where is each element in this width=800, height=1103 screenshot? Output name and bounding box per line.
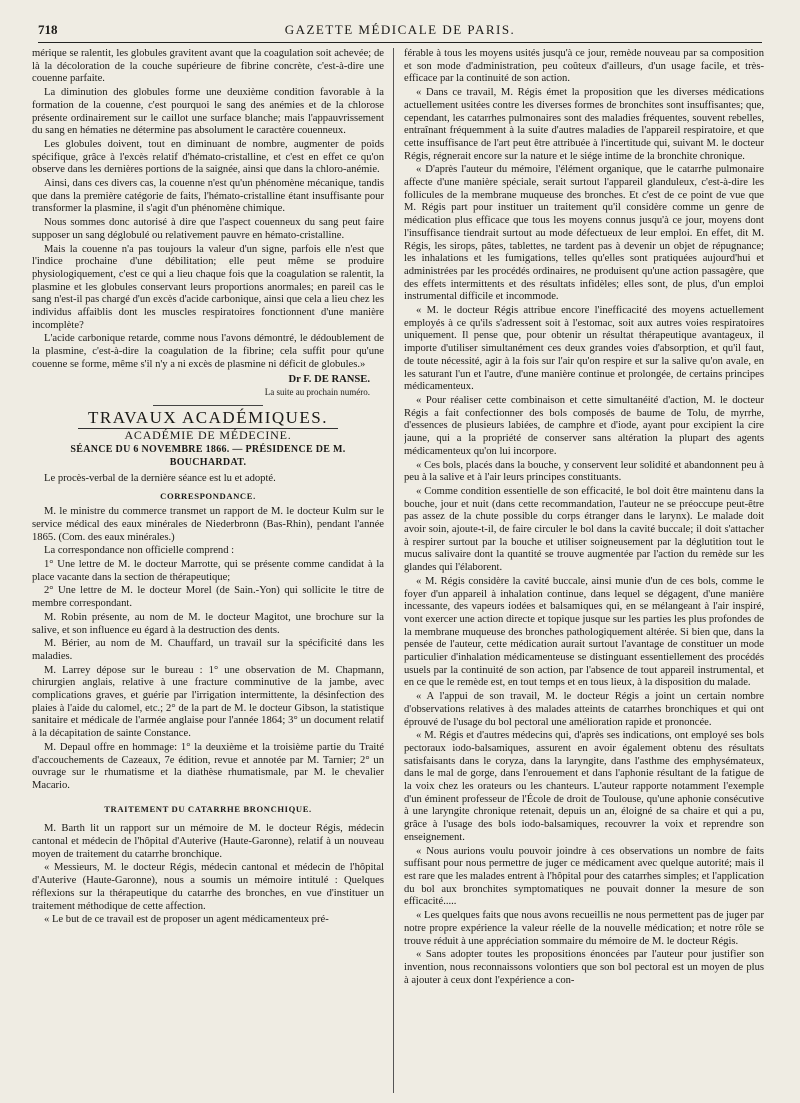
- paragraph: « M. Régis considère la cavité buccale, ainsi munie d'un de ces bols, comme le foyer d'un appareil à inhalation continue, dans lequel se dégagent, d'une manière incessante, des vapeurs iodées et balsamiques qui, en se mélangeant à l'air inspiré, vont exercer une action directe et topique jusque sur les parties les plus profondes de la membrane muqueuse des bronches pathologiquement altérée. Si bien que, dans la pensée de l'auteur, cette médication aurait surtout l'avantage de constituer un mode particulier d'inhalation médicamenteuse se distinguant essentiellement des procédés usuels par la continuité de son action, par l'absence de tout appareil instrumental, et en ce que le remède est, en tout temps et en tous lieux, à la disposition du malade.: [404, 575, 764, 689]
- paragraph: M. Barth lit un rapport sur un mémoire de M. le docteur Régis, médecin cantonal et médecin de l'hôpital d'Auterive (Haute-Garonne), relatif à un nouveau moyen de traitement du catarrhe bronchique.: [32, 823, 384, 860]
- paragraph: 2° Une lettre de M. le docteur Morel (de Sain.-Yon) qui sollicite le titre de membre correspondant.: [32, 585, 384, 610]
- paragraph: mérique se ralentit, les globules gravitent avant que la coagulation soit achevée; de là la décoloration de la couche supérieure de fibrine concrète, c'est-à-dire une couenne parfaite.: [32, 48, 384, 85]
- paragraph: Nous sommes donc autorisé à dire que l'aspect couenneux du sang peut faire supposer un sang déglobulé ou relativement pauvre en hémato-cristalline.: [32, 217, 384, 241]
- catarrhe-heading: TRAITEMENT DU CATARRHE BRONCHIQUE.: [104, 803, 312, 814]
- correspondance-heading: CORRESPONDANCE.: [160, 490, 256, 501]
- section-title: [32, 407, 384, 427]
- paragraph: La diminution des globules forme une deuxième condition favorable à la formation de la couenne, c'est pourquoi le sang des anémies et de la chlorose présente ordinairement sur le caillot une surface blanche; mais l'appauvrissement du sang en hématies ne détermine pas absolument le caractère couenneux.: [32, 87, 384, 137]
- right-column: [404, 48, 764, 1093]
- paragraph: « M. le docteur Régis attribue encore l'inefficacité des moyens actuellement employés à ce qu'ils s'adressent soit à l'estomac, soit aux autres voies respiratoires uniquement. Il pense que, pour obtenir un résultat thérapeutique avantageux, il importe d'utiliser simultanément ces deux grandes voies d'absorption, et qu'il faut, de toute nécessité, agir à la fois sur l'air qu'on respire et sur la salive qu'on avale, en les saturant l'un et l'autre, d'une manière continue et prolongée, de certains principes médicamenteux.: [404, 305, 764, 393]
- paragraph: « A l'appui de son travail, M. le docteur Régis a joint un certain nombre d'observations relatives à des malades atteints de catarrhes bronchiques et qui ont éprouvé de l'usage du bol pectoral une amélioration rapide et prononcée.: [404, 691, 764, 728]
- paragraph: « Nous aurions voulu pouvoir joindre à ces observations un nombre de faits suffisant pour nous permettre de juger ce médicament avec quelque autorité; mais il est rare que les malades entrent à l'hôpital pour des catarrhes simples; et l'application du bol aux bronchites symptomatiques ne pouvait donner la mesure de son efficacité.....: [404, 845, 764, 908]
- paragraph: M. Robin présente, au nom de M. le docteur Magitot, une brochure sur la salive, et son influence eu égard à la destruction des dents.: [32, 611, 384, 636]
- paragraph: « Dans ce travail, M. Régis émet la proposition que les diverses médications actuellement usitées contre les diverses formes de bronchites sont insuffisantes; que, cependant, les catarrhes pulmonaires sont des maladies fréquentes, souvent rebelles, entraînant fréquemment à la suite d'autres maladies de l'appareil respiratoire, et que cette insuffisance de l'art peut être attribuée à l'incertitude qui, suivant M. le docteur Régis, régnerait encore sur la nature et le siége intime de la bronchite chronique.: [404, 87, 764, 162]
- paragraph: M. Larrey dépose sur le bureau : 1° une observation de M. Chapmann, chirurgien anglais, relative à une fracture comminutive de la jambe, avec complications graves, et guérie par l'irrigation intermittente, la désinfection des plaies à l'aide du calomel, etc.; 2° de la part de M. le docteur Gibson, la statistique sanitaire et médicale de l'armée anglaise pour l'année 1864; 3° un document relatif à la décapitation de sainte Constance.: [32, 664, 384, 740]
- page-header: [38, 14, 762, 43]
- page-number: 718: [38, 22, 58, 37]
- paragraph: « D'après l'auteur du mémoire, l'élément organique, que le catarrhe pulmonaire affecte d'une manière spéciale, serait surtout l'appareil glanduleux, c'est-à-dire les follicules de la membrane muqueuse des bronches. Et c'est de ce point de vue que M. Régis part pour instituer un traitement qu'il considère comme un genre de médication plus efficace que tous les moyens connus jusqu'à ce jour, moyens dont l'insuffisance tiendrait surtout au mode défectueux de leur emploi. En effet, dit M. Régis, les sirops, pâtes, tablettes, ne tardent pas à devenir un objet de répugnance; les inhalations et les fumigations, telles qu'elles sont pratiquées aujourd'hui et administrées par les procédés ordinaires, ne produisent qu'une action passagère, que des effets intermittents et des résultats infidèles; elles sont, de plus, d'un emploi instrumental difficile et incommode.: [404, 164, 764, 303]
- continued-note: La suite au prochain numéro.: [264, 387, 370, 398]
- paragraph: M. le ministre du commerce transmet un rapport de M. le docteur Kulm sur le service médical des eaux minérales de Niederbronn (Bas-Rhin), pendant l'année 1865. (Com. des eaux minérales.): [32, 506, 384, 543]
- section-title-text: TRAVAUX ACADÉMIQUES.: [78, 408, 338, 429]
- paragraph: « Le but de ce travail est de proposer un agent médicamenteux pré-: [44, 914, 329, 926]
- paragraph: M. Depaul offre en hommage: 1° la deuxième et la troisième partie du Traité d'accouchements de Cazeaux, 7e édition, revue et annotée par M. Tarnier; 2° un ouvrage sur le rhumatisme et la diathèse rhumatismale, par M. le chevalier Macario.: [32, 741, 384, 791]
- left-column: [32, 48, 384, 1093]
- paragraph: La correspondance non officielle comprend :: [44, 545, 235, 557]
- paragraph: L'acide carbonique retarde, comme nous l'avons démontré, le dédoublement de la plasmine, c'est-à-dire la coagulation de la fibrine; cela suffit pour qu'une couenne se forme, même s'il n'y a ni excès de plasmine ni déficit de globules.»: [32, 333, 384, 370]
- session-heading: SÉANCE DU 6 NOVEMBRE 1866. — PRÉSIDENCE DE M. BOUCHARDAT.: [70, 444, 346, 469]
- paragraph: Mais la couenne n'a pas toujours la valeur d'un signe, parfois elle n'est que l'indice prochaine d'une débilitation; elle peut même se produire physiologiquement, c'est ce qui a lieu chaque fois que la coagulation se ralentit, la plasmine et les globules conservant leurs proportions anormales; en pareil cas le sang n'est-il pas chargé d'un excès d'acide carbonique, ainsi que cela a lieu chez les individus affaiblis dont les muscles respiratoires fonctionnent d'une manière incomplète?: [32, 243, 384, 331]
- paragraph: M. Bérier, au nom de M. Chauffard, un travail sur la spécificité dans les maladies.: [32, 638, 384, 662]
- paragraph: Ainsi, dans ces divers cas, la couenne n'est qu'un phénomène mécanique, tandis que dans la première catégorie de faits, l'hémato-cristalline étant insuffisante pour transformer la plasmine, il s'agit d'un phénomène chimique.: [32, 178, 384, 215]
- paragraph: « Sans adopter toutes les propositions énoncées par l'auteur pour justifier son invention, nous reconnaissons volontiers que son bol pectoral est un moyen de plus à ajouter à ceux dont l'expérience a con-: [404, 949, 764, 986]
- paragraph: 1° Une lettre de M. le docteur Marrotte, qui se présente comme candidat à la place vacante dans la section de thérapeutique;: [32, 559, 384, 583]
- running-title: GAZETTE MÉDICALE DE PARIS.: [284, 22, 516, 37]
- paragraph: férable à tous les moyens usités jusqu'à ce jour, remède nouveau par sa composition et son mode d'administration, peu coûteux d'ailleurs, d'un usage facile, et très-efficace par la continuité de son action.: [404, 48, 764, 85]
- paragraph: « M. Régis et d'autres médecins qui, d'après ses indications, ont employé ses bols pectoraux iodo-balsamiques, assurent en avoir également obtenu des résultats satisfaisants dans le coryza, dans la laryngite, dans l'asthme des emphysémateux, dans le mal de gorge, dans l'enrouement et dans l'aphonie résultant de la fatigue de la voix chez les orateurs ou les chanteurs. L'auteur rapporte notamment l'exemple d'un éminent professeur de l'École de droit de Toulouse, qu'une aphonie consécutive à une laryngite chronique retenait, depuis un an, éloigné de sa chaire et qui a pu, grâce à l'usage des bols iodo-balsamiques, recouvrer la voix et reprendre son enseignement.: [404, 730, 764, 843]
- section-rule: [153, 405, 263, 406]
- paragraph: « Messieurs, M. le docteur Régis, médecin cantonal et médecin de l'hôpital d'Auterive (Haute-Garonne), nous a soumis un mémoire intitulé : Quelques réflexions sur la thérapeutique du catarrhe des bronches, en vue d'instituer un traitement méthodique de cette affection.: [32, 862, 384, 912]
- paragraph: Les globules doivent, tout en diminuant de nombre, augmenter de poids spécifique, grâce à l'excès relatif d'hémato-cristalline, et c'est en effet ce qu'on observe dans les dernières portions de la saignée, ainsi que dans la chloro-anémie.: [32, 138, 384, 176]
- paragraph: « Ces bols, placés dans la bouche, y conservent leur solidité et abandonnent peu à peu à la salive et à l'air leurs principes constituants.: [404, 459, 764, 484]
- institution-heading: ACADÉMIE DE MÉDECINE.: [124, 427, 292, 442]
- paragraph: « Pour réaliser cette combinaison et cette simultanéité d'action, M. le docteur Régis a fait confectionner des bols composés de baume de Tolu, de myrrhe, d'essences de plusieurs labiées, de camphre et d'iode, ayant pour excipient la cire jaune, qui a la propriété de conserver sans altération la plupart des agents médicamenteux qu'on lui incorpore.: [404, 394, 764, 457]
- column-divider: [393, 48, 394, 1093]
- paragraph: Le procès-verbal de la dernière séance est lu et adopté.: [44, 472, 276, 484]
- author-signature: Dr F. DE RANSE.: [288, 373, 370, 385]
- paragraph: « Les quelques faits que nous avons recueillis ne nous permettent pas de juger par notre propre expérience la valeur réelle de la nouvelle médication; et notre rôle se trouve réduit à une appréciation sommaire du mémoire de M. le docteur Régis.: [404, 910, 764, 947]
- paragraph: « Comme condition essentielle de son efficacité, le bol doit être maintenu dans la bouche, jour et nuit (dans cette recommandation, l'auteur ne se préoccupe peut-être pas assez de la chute possible du corps étranger dans le larynx). Le malade doit avoir soin, ajoute-t-il, de faire circuler le bol dans la cavité buccale; il doit s'attacher à respirer surtout par la bouche et utiliser soigneusement par la déglutition tout le mucus salivaire dont la quantité se trouve augmentée par l'action du remède sur les glandes qui l'élaborent.: [404, 485, 764, 574]
